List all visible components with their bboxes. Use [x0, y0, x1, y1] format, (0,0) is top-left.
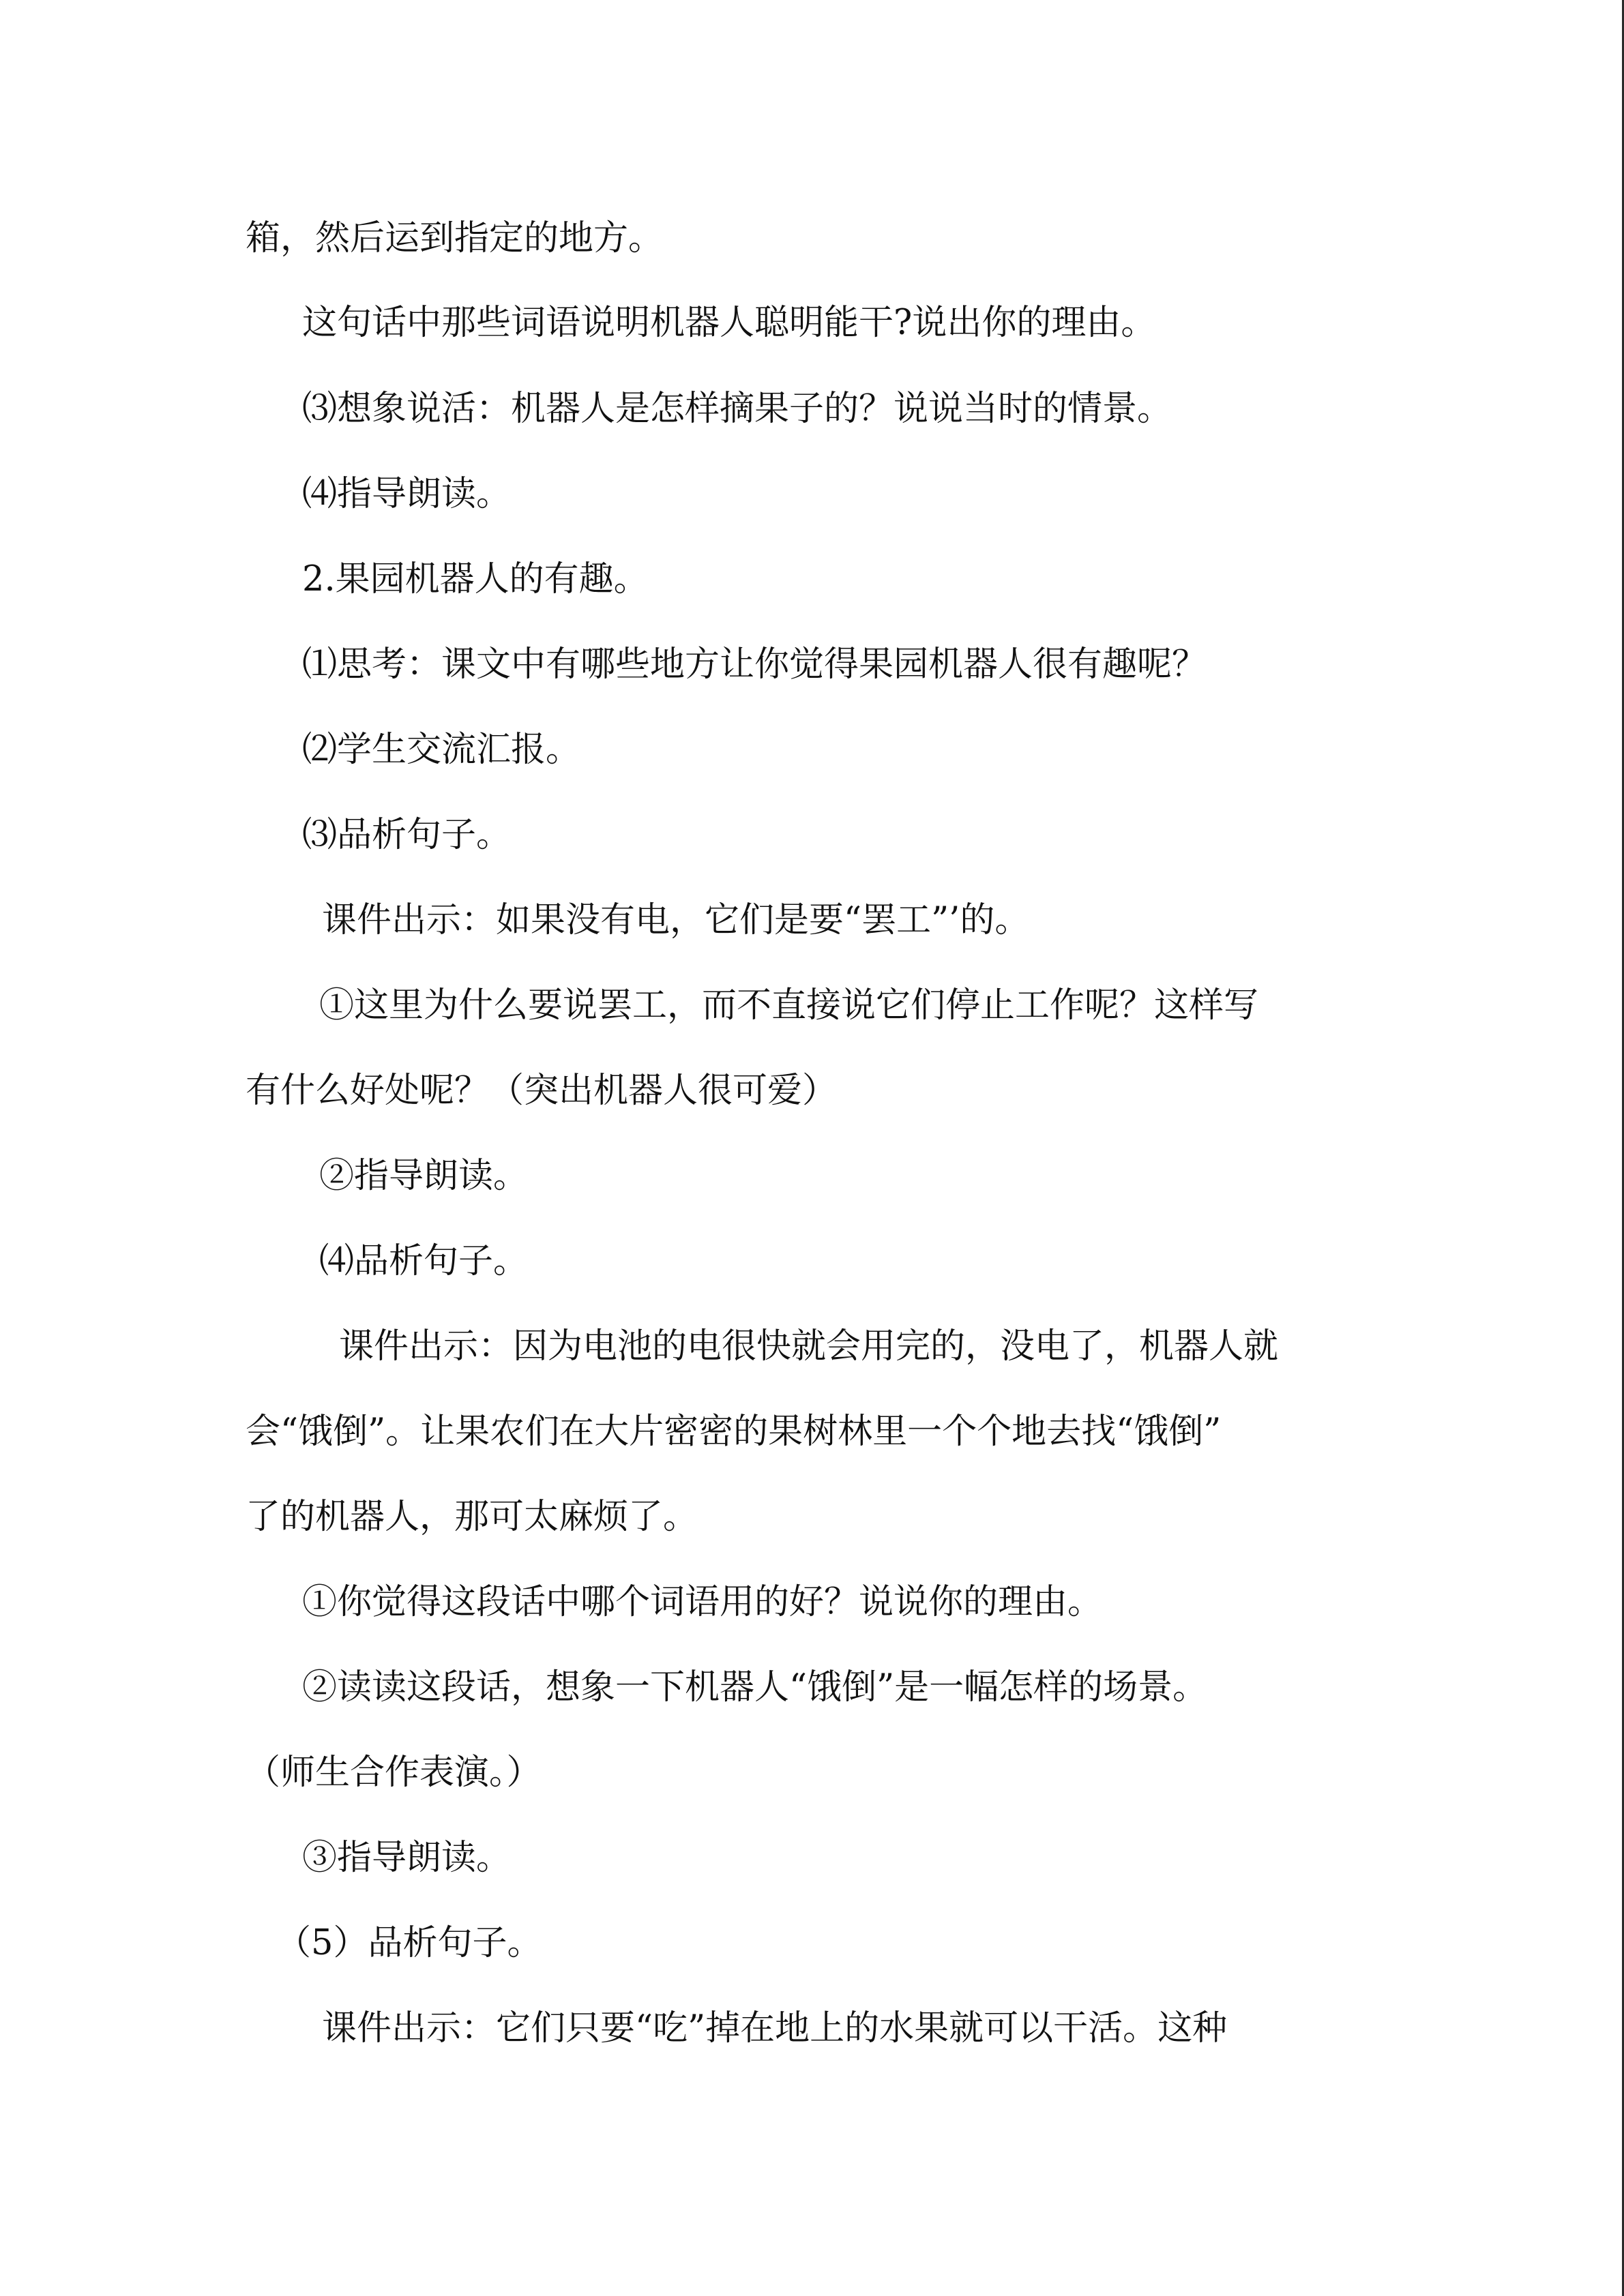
text-line-20: ③指导朗读。 — [302, 1838, 512, 1878]
text-line-16: 了的机器人，那可太麻烦了。 — [246, 1497, 698, 1537]
text-line-18: ②读读这段话，想象一下机器人“饿倒”是一幅怎样的场景。 — [302, 1667, 1208, 1708]
text-line-15: 会“饿倒”。让果农们在大片密密的果树林里一个个地去找“饿倒” — [246, 1412, 1222, 1452]
text-line-22: 课件出示：它们只要“吃”掉在地上的水果就可以干活。这种 — [322, 2008, 1228, 2048]
text-line-13: ⑷品析句子。 — [319, 1241, 529, 1281]
text-line-7: ⑵学生交流汇报。 — [302, 730, 581, 770]
text-line-4: ⑷指导朗读。 — [302, 474, 512, 514]
text-line-8: ⑶品析句子。 — [302, 815, 512, 855]
text-line-11: 有什么好处呢？（突出机器人很可爱） — [246, 1071, 838, 1111]
text-line-21: （5）品析句子。 — [276, 1923, 542, 1963]
text-line-5: 2.果园机器人的有趣。 — [302, 559, 649, 599]
text-line-14: 课件出示：因为电池的电很快就会用完的，没电了，机器人就 — [339, 1326, 1279, 1367]
text-line-10: ①这里为什么要说罢工，而不直接说它们停止工作呢？这样写 — [319, 985, 1259, 1026]
text-line-6: ⑴思考：课文中有哪些地方让你觉得果园机器人很有趣呢？ — [302, 644, 1207, 685]
text-line-12: ②指导朗读。 — [319, 1156, 529, 1196]
text-line-1: 箱，然后运到指定的地方。 — [246, 218, 664, 258]
text-line-2: 这句话中那些词语说明机器人聪明能干?说出你的理由。 — [302, 303, 1156, 343]
text-line-17: ①你觉得这段话中哪个词语用的好？说说你的理由。 — [302, 1582, 1103, 1622]
text-line-3: ⑶想象说活：机器人是怎样摘果子的？说说当时的情景。 — [302, 389, 1172, 429]
text-line-19: （师生合作表演。） — [246, 1753, 542, 1793]
text-line-9: 课件出示：如果没有电，它们是要“罢工”’的。 — [322, 900, 1030, 940]
